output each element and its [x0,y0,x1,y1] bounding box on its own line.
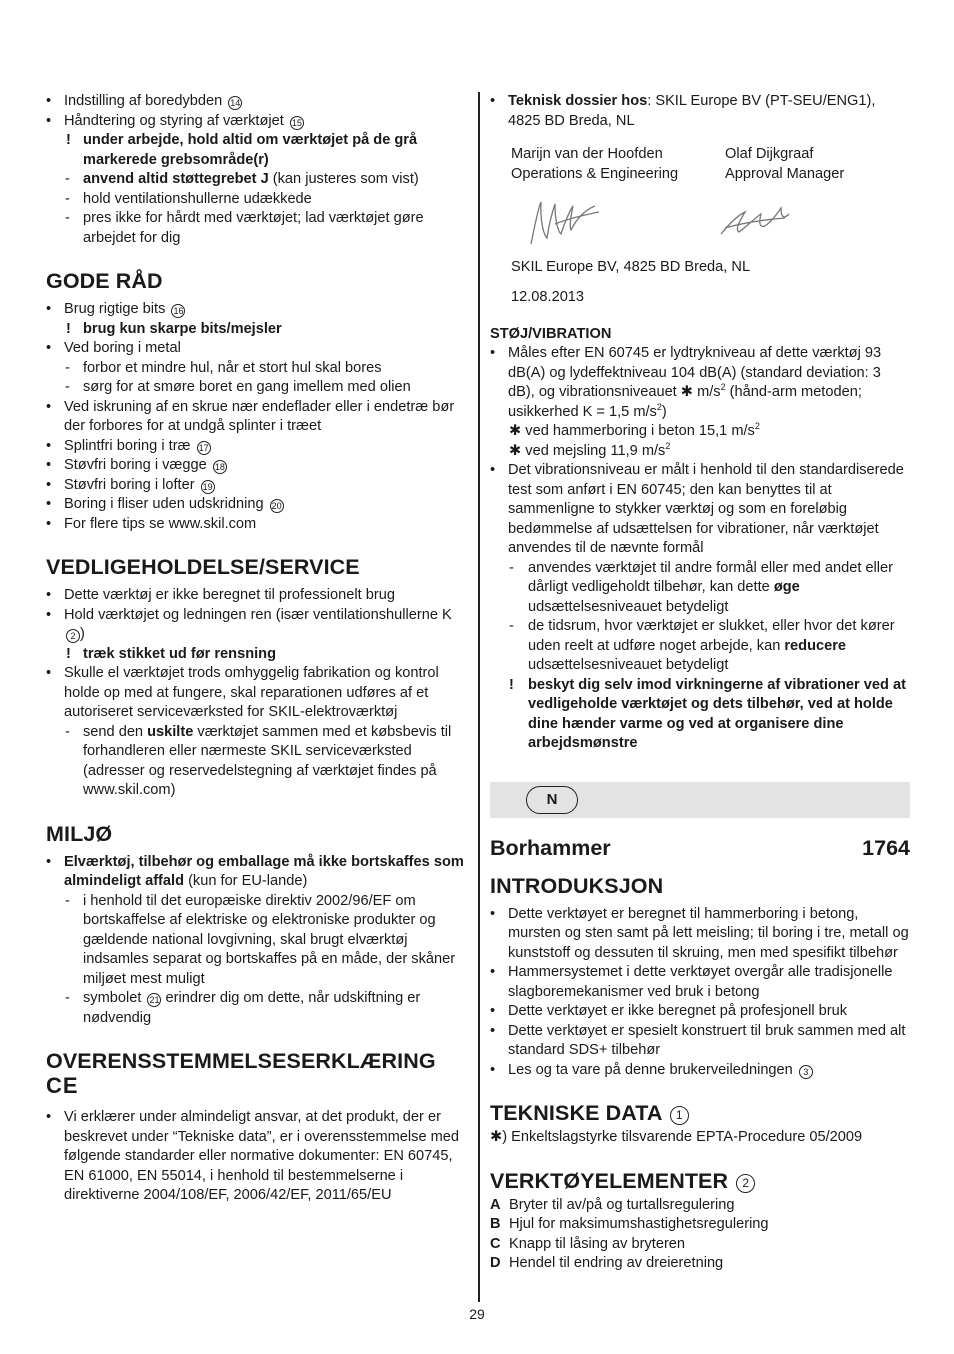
list-item: • Splintfri boring i træ 17 [46,437,468,457]
list-item: • Måles efter EN 60745 er lydtrykniveau af dette værktøj 93 dB(A) og lydeffektniveau 104 dB(A) (standard deviation: 3 dB), og vibrationsniveauet ✱ $m/s^2$ (hånd-arm metoden; usikkerhed K = 1,5 $m/s^2$) [490,344,910,422]
vibration-value: ✱ ved hammerboring i beton 15,1 $m/s^2$ [509,421,760,439]
list-item: • Brug rigtige bits 16 [46,300,468,320]
signature-icon [715,194,795,250]
section-heading-intro: INTRODUKSJON [490,873,664,898]
ref-number-icon: 3 [799,1065,813,1079]
ref-number-icon: 15 [291,117,302,128]
sub-item: - forbor et mindre hul, når et stort hul skal bores [46,359,468,379]
ref-number-icon: 21 [149,995,160,1005]
sub-item: - anvend altid støttegrebet J (kan justeres som vist) [46,170,468,190]
section-heading-elements: VERKTØYELEMENTER 2 [490,1168,910,1194]
vibration-value: ✱ ved mejsling 11,9 $m/s^2$ [509,440,671,459]
language-badge: N [526,786,578,814]
list-item: • Det vibrationsniveau er målt i henhold til den standardiserede test som anført i EN 60745; den kan benyttes til at sammenligne to stykker værktøj og som en foreløbig bedømmelse af udsættelsen for vibrationer, når værktøjet anvendes til de nævnte formål [490,461,910,559]
ref-number-icon: 20 [271,501,282,511]
signature-images [525,194,910,254]
list-item: • Ved iskruning af en skrue nær endeflader eller i endetræ bør der forbores for at undgå splinter i træet [46,398,468,437]
list-item: • Hold værktøjet og ledningen ren (især ventilationshullerne K 2 ) [46,606,468,645]
signatory-1: Marijn van der Hoofden Operations & Engineering [511,146,679,182]
product-title [490,835,910,861]
page-number: 29 [469,1306,485,1322]
list-item: • Vi erklærer under almindeligt ansvar, at det produkt, der er beskrevet under “Tekniske data”, er i overensstemmelse med følgende standarder eller normative dokumenter: EN 60745, EN 61000, EN 55014, i henhold til bestemmelserne i direktiverne 2004/108/EF, 2006/42/EF, 2011/65/EU [46,1108,468,1206]
element-item: D Hendel til endring av dreieretning [490,1255,724,1271]
list-item: • For flere tips se www.skil.com [46,515,468,535]
list-item: • Teknisk dossier hos: SKIL Europe BV (PT-SEU/ENG1), 4825 BD Breda, NL [490,92,910,131]
ref-number-icon: 2 [66,629,80,643]
ref-number-icon: 1 [670,1106,689,1125]
sub-item: - i henhold til det europæiske direktiv 2002/96/EF om bortskaffelse af elektriske og elektroniske produkter og gældende national lovgivning, skal brugt elværktøj indsamles separat og bortskaffes på en måde, der skåner miljøet mest muligt [46,892,468,990]
sub-item: - de tidsrum, hvor værktøjet er slukket, eller hvor det kører uden reelt at udføre noget arbejde, kan reducere udsættelsesniveauet betydeligt [490,617,910,676]
section-heading-noise: STØJ/VIBRATION [490,326,612,342]
list-item: • Dette verktøyet er beregnet til hammerboring i betong, mursten og sten samt på lett meisling; til boring i tre, metall og kunststoff og dessuten til skruing, men med spesifikt tilbehør [490,905,910,964]
sub-item: - anvendes værktøjet til andre formål eller med andet eller dårligt vedligeholdt tilbehør, kan dette øge udsættelsesniveauet betydeligt [490,559,910,618]
element-item: C Knapp til låsing av bryteren [490,1235,686,1252]
list-item: • Elværktøj, tilbehør og emballage må ikke bortskaffes som almindeligt affald (kun for EU-lande) [46,853,468,892]
ce-mark-icon: CE [46,1073,79,1098]
warning-item: ! brug kun skarpe bits/mejsler [46,320,468,340]
ref-number-icon: 19 [202,481,213,492]
ref-number-icon: 14 [230,98,241,108]
sub-item: - send den uskilte værktøjet sammen med et købsbevis til forhandleren eller nærmeste SKIL serviceværksted (adresser og reservedelstegning af værktøjet findes på www.skil.com) [46,723,468,801]
left-column [46,92,468,1206]
tech-note: ✱) Enkeltslagstyrke tilsvarende EPTA-Procedure 05/2009 [490,1129,863,1145]
section-heading-environment: MILJØ [46,821,113,846]
element-item: A Bryter til av/på og turtallsregulering [490,1196,735,1213]
ref-number-icon: 16 [173,306,184,316]
list-item: • Støvfri boring i vægge 18 [46,456,468,476]
warning-item: ! træk stikket ud før rensning [46,645,468,665]
list-item: • Boring i fliser uden udskridning 20 [46,495,468,515]
list-item: • Les og ta vare på denne brukerveiledningen 3 [490,1061,910,1081]
list-item: • Dette verktøyet er spesielt konstruert til bruk sammen med alt standard SDS+ tilbehør [490,1022,910,1061]
section-heading-tech-data: TEKNISKE DATA 1 [490,1100,910,1126]
warning-item: ! under arbejde, hold altid om værktøjet på de grå markerede grebsområde(r) [46,131,468,170]
ref-number-icon: 17 [198,442,209,453]
list-item: • Håndtering og styring af værktøjet 15 [46,112,468,132]
list-item: • Støvfri boring i lofter 19 [46,476,468,496]
list-item: • Dette værktøj er ikke beregnet til professionelt brug [46,586,468,606]
product-number: 1764 [862,835,910,860]
section-heading-tips: GODE RÅD [46,269,163,293]
section-heading-service: VEDLIGEHOLDELSE/SERVICE [46,555,360,579]
section-heading-conformity: OVERENSSTEMMELSESERKLÆRING CE [46,1048,468,1098]
list-item: • Hammersystemet i dette verktøyet overgår alle tradisjonelle slagboremekanismer ved bruk i betong [490,963,910,1002]
list-item: • Dette verktøyet er ikke beregnet på profesjonell bruk [490,1002,910,1022]
sub-item: - pres ikke for hårdt med værktøjet; lad værktøjet gøre arbejdet for dig [46,209,468,248]
signatory-2: Olaf Dijkgraaf Approval Manager [725,146,845,182]
list-item: • Ved boring i metal [46,339,468,359]
language-bar [490,782,910,818]
ref-number-icon: 18 [214,462,225,472]
sub-item: - sørg for at smøre boret en gang imellem med olien [46,378,468,398]
right-column [490,92,910,1274]
element-item: B Hjul for maksimumshastighetsregulering [490,1216,769,1232]
list-item: • Indstilling af boredybden 14 [46,92,468,112]
declaration-date: 12.08.2013 [511,288,585,305]
signatories [511,145,910,184]
ref-number-icon: 2 [736,1174,755,1193]
sub-item: - hold ventilationshullerne udækkede [46,190,468,210]
column-divider [478,92,480,1302]
warning-item: ! beskyt dig selv imod virkningerne af vibrationer ved at vedligeholde værktøjet og dets tilbehør, ved at holde dine hænder varme og ved at organisere dine arbejdsmønstre [490,676,910,754]
list-item: • Skulle el værktøjet trods omhyggelig fabrikation og kontrol holde op med at fungere, skal reparationen udføres af et autoriseret serviceværksted for SKIL-elektroværktøj [46,664,468,723]
sub-item: - symbolet 21 erindrer dig om dette, når udskiftning er nødvendig [46,989,468,1028]
product-name: Borhammer [490,835,611,860]
signature-icon [525,194,605,250]
company-address: SKIL Europe BV, 4825 BD Breda, NL [511,259,751,275]
